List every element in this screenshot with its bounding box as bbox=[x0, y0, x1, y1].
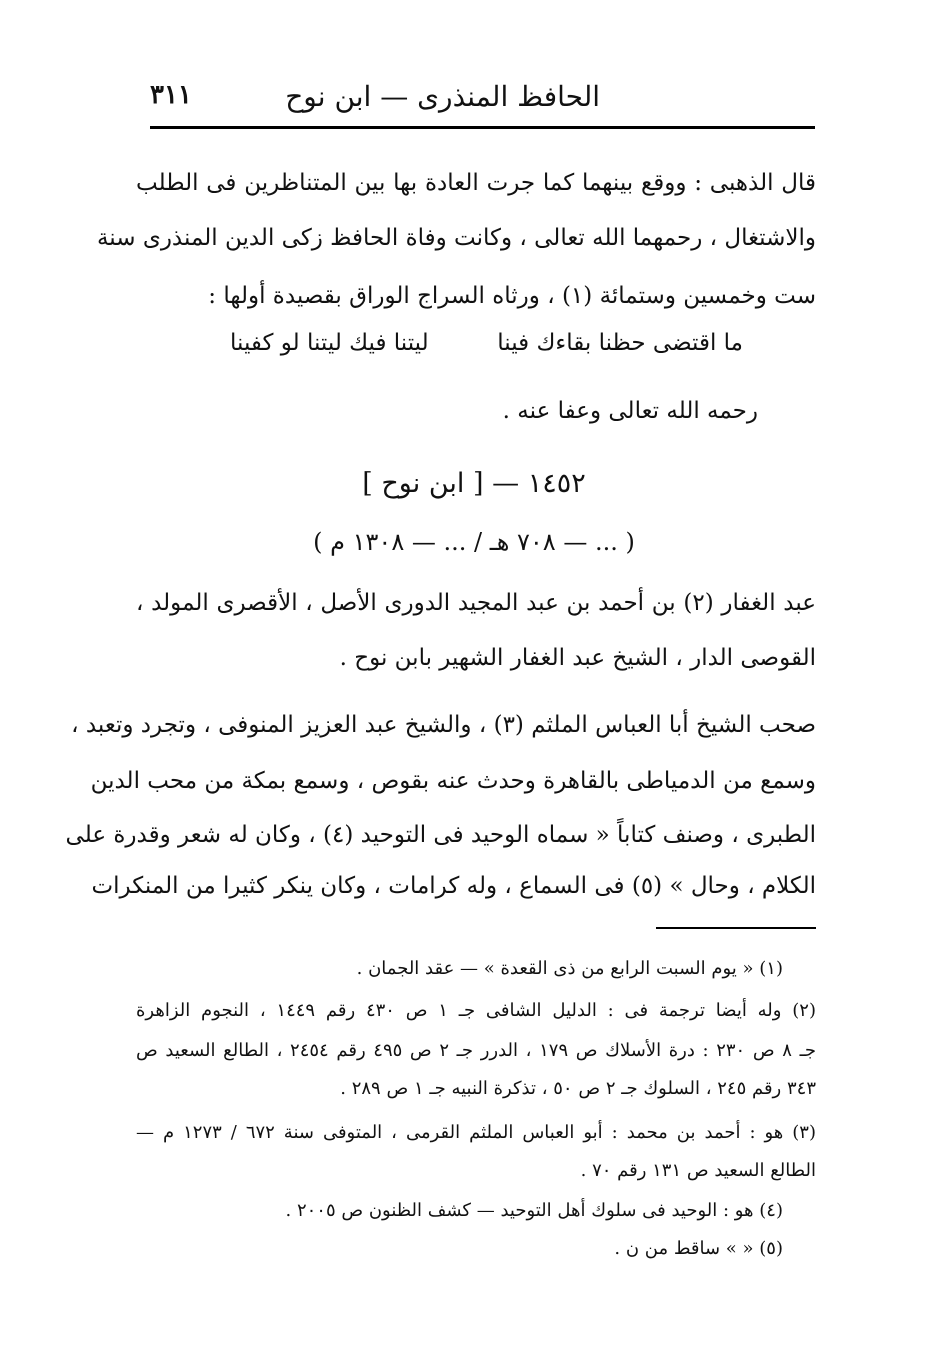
footnote: الطالع السعيد ص ١٣١ رقم ٧٠ . bbox=[580, 1160, 816, 1181]
entry-dates: ( ... — ٧٠٨ هـ / ... — ١٣٠٨ م ) bbox=[313, 528, 635, 556]
entry-line: صحب الشيخ أبا العباس الملثم (٣) ، والشيخ عبد العزيز المنوفى ، وتجرد وتعبد ، bbox=[71, 712, 816, 738]
running-header bbox=[150, 78, 815, 118]
footnote: ٣٤٣ رقم ٢٤٥ ، السلوك جـ ٢ ص ٥٠ ، تذكرة النبيه جـ ١ ص ٢٨٩ . bbox=[340, 1078, 816, 1099]
running-title: الحافظ المنذرى — ابن نوح bbox=[285, 80, 600, 113]
entry-heading: ١٤٥٢ — [ ابن نوح ] bbox=[362, 468, 586, 499]
entry-line: الكلام ، وحال » (٥) فى السماع ، وله كرامات ، وكان ينكر كثيرا من المنكرات bbox=[91, 873, 816, 899]
footnote: (٣) هو : أحمد بن محمد : أبو العباس الملثم القرمى ، المتوفى سنة ٦٧٢ / ١٢٧٣ م — bbox=[136, 1122, 816, 1143]
body-line: قال الذهبى : ووقع بينهما كما جرت العادة بها بين المتناظرين فى الطلب bbox=[136, 170, 816, 196]
entry-line: وسمع من الدمياطى بالقاهرة وحدث عنه بقوص ، وسمع بمكة من محب الدين bbox=[90, 768, 816, 794]
footnote: (٥) « » ساقط من ن . bbox=[614, 1238, 783, 1259]
entry-line: الطبرى ، وصنف كتاباً « سماه الوحيد فى التوحيد (٤) ، وكان له شعر وقدرة على bbox=[65, 822, 816, 848]
verse-hemistich-first: ما اقتضى حظنا بقاءك فينا bbox=[497, 330, 743, 356]
footnote: (١) « يوم السبت الرابع من ذى القعدة » — عقد الجمان . bbox=[356, 958, 783, 979]
verse-hemistich-second: ليتنا فيك ليتنا لو كفينا bbox=[230, 330, 429, 356]
footnote-rule bbox=[656, 927, 816, 929]
footnote: (٢) وله أيضا ترجمة فى : الدليل الشافى جـ ١ ص ٤٣٠ رقم ١٤٤٩ ، النجوم الزاهرة bbox=[136, 1000, 816, 1021]
header-rule bbox=[150, 126, 815, 129]
page-number: ٣١١ bbox=[150, 80, 192, 110]
entry-line: عبد الغفار (٢) بن أحمد بن عبد المجيد الدورى الأصل ، الأقصرى المولد ، bbox=[136, 590, 816, 616]
closing-prayer: رحمه الله تعالى وعفا عنه . bbox=[502, 398, 758, 424]
body-line: ست وخمسين وستمائة (١) ، ورثاه السراج الوراق بقصيدة أولها : bbox=[208, 283, 816, 309]
entry-line: القوصى الدار ، الشيخ عبد الغفار الشهير بابن نوح . bbox=[339, 645, 816, 671]
body-line: والاشتغال ، رحمهما الله تعالى ، وكانت وفاة الحافظ زكى الدين المنذرى سنة bbox=[96, 225, 816, 251]
footnote: (٤) هو : الوحيد فى سلوك أهل التوحيد — كشف الظنون ص ٢٠٠٥ . bbox=[285, 1200, 783, 1221]
footnote: جـ ٨ ص ٢٣٠ : درة الأسلاك ص ١٧٩ ، الدرر جـ ٢ ص ٤٩٥ رقم ٢٤٥٤ ، الطالع السعيد ص bbox=[136, 1040, 816, 1061]
